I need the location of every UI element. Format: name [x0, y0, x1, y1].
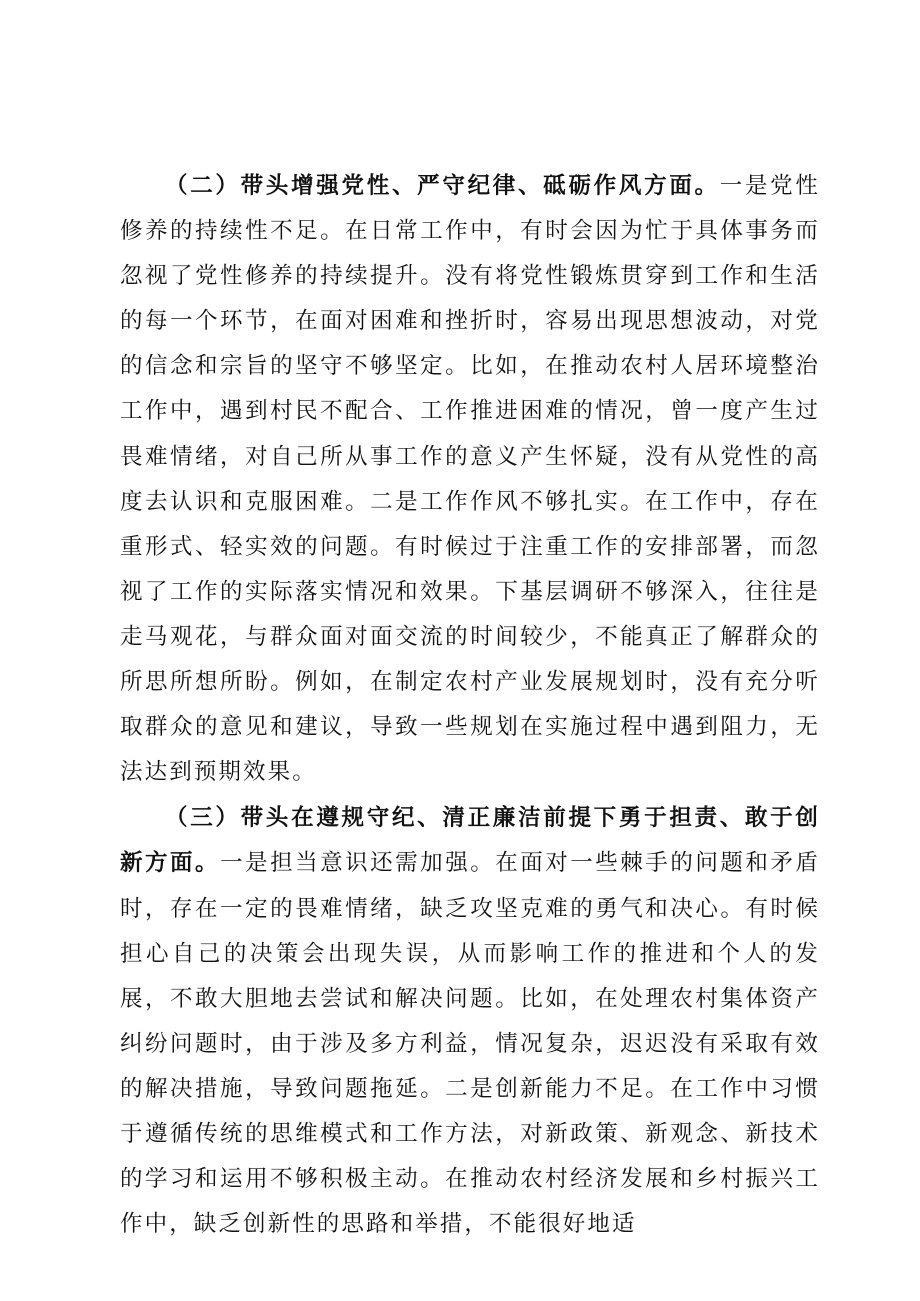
section-paragraph-2 — [120, 164, 820, 795]
document-body — [120, 164, 820, 1247]
section-paragraph-3 — [120, 796, 820, 1247]
section-heading-3: （三）带头在遵规守纪、清正廉洁前提下勇于担责、敢于创新方面。 — [120, 805, 820, 877]
section-body-3: 一是担当意识还需加强。在面对一些棘手的问题和矛盾时，存在一定的畏难情绪，缺乏攻坚克难的勇气和决心。有时候担心自己的决策会出现失误，从而影响工作的推进和个人的发展，不敢大胆地去尝试和解决问题。比如，在处理农村集体资产纠纷问题时，由于涉及多方利益，情况复杂，迟迟没有采取有效的解决措施，导致问题拖延。二是创新能力不足。在工作中习惯于遵循传统的思维模式和工作方法，对新政策、新观念、新技术的学习和运用不够积极主动。在推动农村经济发展和乡村振兴工作中，缺乏创新性的思路和举措，不能很好地适 — [120, 850, 820, 1238]
section-body-2: 一是党性修养的持续性不足。在日常工作中，有时会因为忙于具体事务而忽视了党性修养的持续提升。没有将党性锻炼贯穿到工作和生活的每一个环节，在面对困难和挫折时，容易出现思想波动，对党的信念和宗旨的坚守不够坚定。比如，在推动农村人居环境整治工作中，遇到村民不配合、工作推进困难的情况，曾一度产生过畏难情绪，对自己所从事工作的意义产生怀疑，没有从党性的高度去认识和克服困难。二是工作作风不够扎实。在工作中，存在重形式、轻实效的问题。有时候过于注重工作的安排部署，而忽视了工作的实际落实情况和效果。下基层调研不够深入，往往是走马观花，与群众面对面交流的时间较少，不能真正了解群众的所思所想所盼。例如，在制定农村产业发展规划时，没有充分听取群众的意见和建议，导致一些规划在实施过程中遇到阻力，无法达到预期效果。 — [120, 173, 820, 786]
section-heading-2: （二）带头增强党性、严守纪律、砥砺作风方面。 — [165, 173, 720, 199]
